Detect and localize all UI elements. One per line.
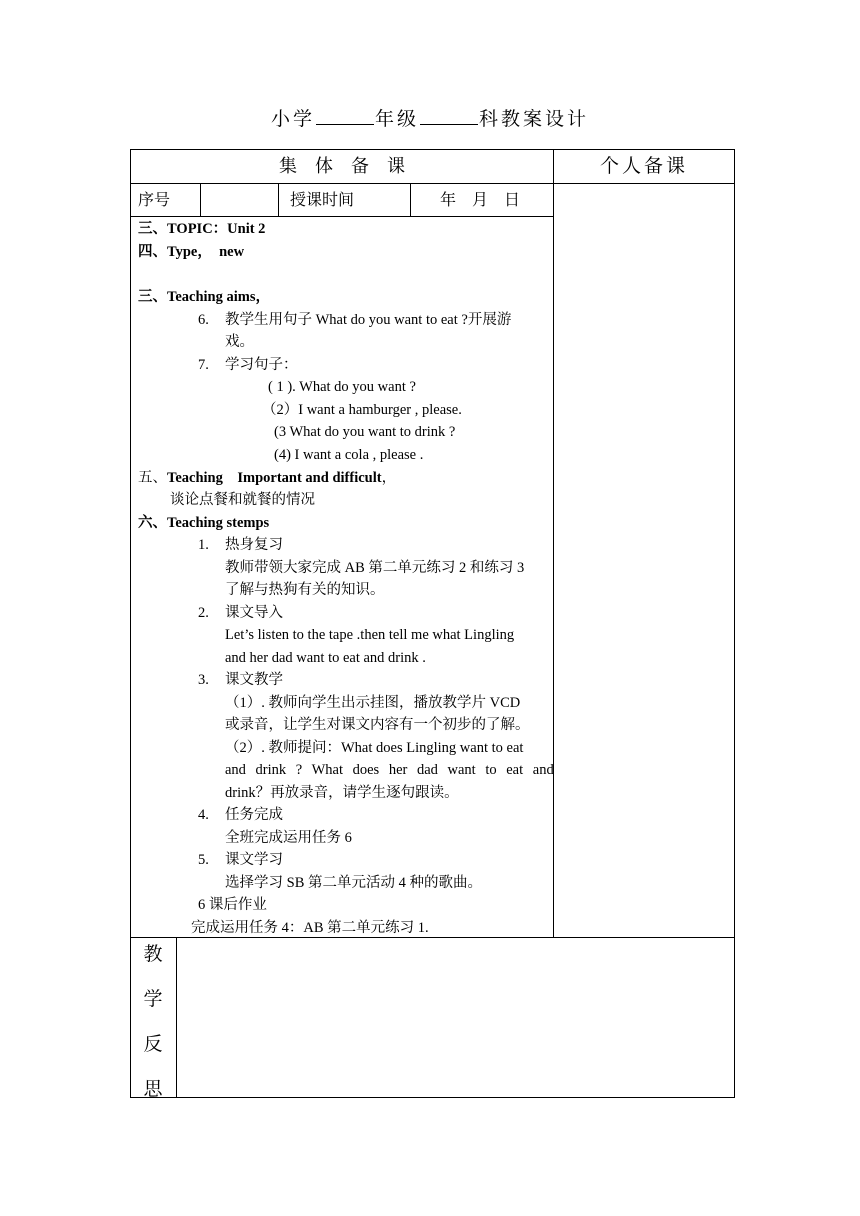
step-1-line-1: 教师带领大家完成 AB 第二单元练习 2 和练习 3 — [225, 560, 525, 576]
table-top-border — [130, 149, 735, 150]
step-3-line-4: and drink ? What does her dad want to eat and — [225, 762, 554, 778]
step-1-title: 热身复习 — [225, 537, 283, 553]
step-3-line-3: （2）. 教师提问：What does Lingling want to eat — [225, 740, 524, 756]
serial-value-divider — [278, 183, 279, 217]
subject-blank — [420, 120, 478, 125]
step-5-line-1: 选择学习 SB 第二单元活动 4 种的歌曲。 — [225, 875, 482, 891]
table-right-border — [734, 149, 735, 1098]
serial-label: 序号 — [138, 192, 171, 209]
personal-prep-header: 个人备课 — [599, 156, 688, 177]
grade-blank — [316, 120, 374, 125]
reflection-char-4: 思 — [143, 1079, 163, 1100]
important-heading: 五、Teaching Important and difficult， — [138, 470, 397, 486]
column-divider — [553, 149, 554, 938]
step-2-number: 2. — [198, 605, 209, 621]
aim-6-line-2: 戏。 — [225, 334, 254, 350]
reflection-area[interactable] — [178, 939, 733, 1096]
page-title — [0, 104, 860, 131]
aim-7-number: 7. — [198, 357, 209, 373]
aim-6-line-1: 教学生用句子 What do you want to eat ?开展游 — [225, 312, 512, 328]
reflection-label-divider — [176, 937, 177, 1098]
step-2-line-1: Let’s listen to the tape .then tell me what Lingling — [225, 627, 515, 643]
sentence-4: (4) I want a cola , please . — [274, 447, 424, 463]
step-3-line-2: 或录音，让学生对课文内容有一个初步的了解。 — [225, 717, 530, 733]
important-text: 谈论点餐和就餐的情况 — [170, 492, 315, 508]
group-prep-header: 集 体 备 课 — [279, 156, 405, 176]
serial-divider — [200, 183, 201, 217]
personal-prep-area[interactable] — [555, 185, 733, 936]
step-3-number: 3. — [198, 672, 209, 688]
step-2-title: 课文导入 — [225, 605, 283, 621]
title-grade-label: 年级 — [374, 109, 419, 130]
sentence-3: (3 What do you want to drink ? — [274, 424, 456, 440]
reflection-char-2: 学 — [143, 989, 163, 1010]
sentence-1: ( 1 ). What do you want ? — [268, 379, 416, 395]
reflection-char-1: 教 — [143, 944, 163, 965]
title-prefix: 小学 — [270, 109, 315, 130]
date-label: 年 月 日 — [440, 192, 521, 209]
reflection-char-3: 反 — [143, 1034, 163, 1055]
homework-text: 完成运用任务 4：AB 第二单元练习 1. — [191, 920, 429, 936]
aim-7-text: 学习句子： — [225, 357, 298, 373]
aims-heading: 三、Teaching aims， — [138, 289, 270, 305]
step-4-line-1: 全班完成运用任务 6 — [225, 830, 352, 846]
steps-heading: 六、Teaching stemps — [138, 515, 270, 531]
plan-type: 四、Type， new — [138, 244, 245, 260]
class-time-label: 授课时间 — [290, 192, 355, 209]
step-3-line-1: （1）. 教师向学生出示挂图，播放教学片 VCD — [225, 695, 521, 711]
header-row-divider — [130, 183, 735, 184]
step-3-line-5: drink？再放录音，请学生逐句跟读。 — [225, 785, 459, 801]
step-5-number: 5. — [198, 852, 209, 868]
plan-topic: 三、TOPIC：Unit 2 — [138, 221, 266, 237]
serial-number-field[interactable] — [202, 185, 277, 215]
step-1-line-2: 了解与热狗有关的知识。 — [225, 582, 385, 598]
aim-6-number: 6. — [198, 312, 209, 328]
table-bottom-border — [130, 1097, 735, 1098]
title-subject-suffix: 科教案设计 — [479, 109, 590, 130]
step-3-title: 课文教学 — [225, 672, 283, 688]
step-2-line-2: and her dad want to eat and drink . — [225, 650, 426, 666]
info-row-divider — [130, 216, 554, 217]
sentence-2: （2）I want a hamburger , please. — [262, 402, 462, 418]
step-4-title: 任务完成 — [225, 807, 283, 823]
step-1-number: 1. — [198, 537, 209, 553]
time-divider — [410, 183, 411, 217]
step-5-title: 课文学习 — [225, 852, 283, 868]
step-4-number: 4. — [198, 807, 209, 823]
homework-title: 6 课后作业 — [198, 897, 267, 913]
